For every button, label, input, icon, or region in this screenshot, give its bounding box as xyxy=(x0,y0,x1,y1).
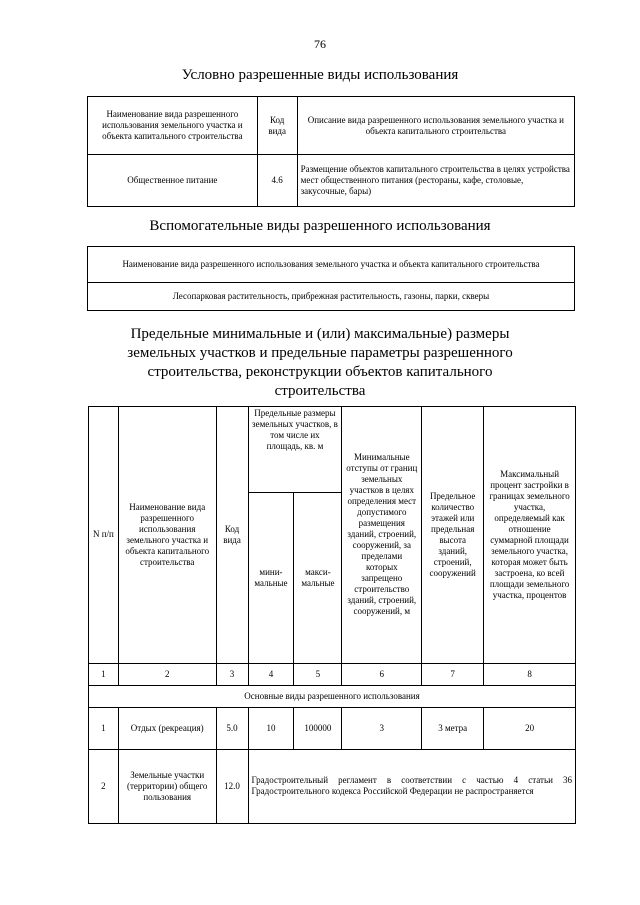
header-sizes: Предельные размеры земельных участков, в том числе их площадь, кв. м xyxy=(248,407,342,493)
header-setback: Минимальные отступы от границ земельных участков в целях определения мест допустимого размещения зданий, строений, сооружений, за пределами которых запрещено строительство зданий, строений, сооружений, м xyxy=(342,407,422,664)
section-title-limits-3: строительства, реконструкции объектов капитального xyxy=(147,364,493,380)
section-title-conditional: Условно разрешенные виды использования xyxy=(181,67,459,83)
header-name: Наименование вида разрешенного использования земельного участка и объекта капитального строительства xyxy=(88,247,575,283)
cell-description: Размещение объектов капитального строительства в целях устройства мест общественного питания (рестораны, кафе, столовые, закусочные, бары) xyxy=(297,155,574,207)
column-number: 6 xyxy=(342,663,422,685)
header-coverage: Максимальный процент застройки в границах земельного участка, определяемый как отношение суммарной площади земельного участка, которая может быть застроена, ко всей площади земельного участка, процентов xyxy=(484,407,576,664)
header-min: мини-мальные xyxy=(248,493,294,663)
header-code: Код вида xyxy=(216,407,248,664)
cell-max: 100000 xyxy=(294,707,342,749)
cell-name: Общественное питание xyxy=(88,155,258,207)
cell-floors: 3 метра xyxy=(422,707,484,749)
header-max: макси-мальные xyxy=(294,493,342,663)
table-row xyxy=(88,155,575,207)
column-number: 3 xyxy=(216,663,248,685)
header-num: N п/п xyxy=(89,407,119,664)
cell-min: 10 xyxy=(248,707,294,749)
cell-name: Земельные участки (территории) общего пользования xyxy=(118,749,216,823)
limits-table xyxy=(88,406,576,824)
column-number: 8 xyxy=(484,663,576,685)
section-title-limits-4: строительства xyxy=(274,383,366,399)
header-floors: Предельное количество этажей или предельная высота зданий, строений, сооружений xyxy=(422,407,484,664)
table-row xyxy=(89,707,576,749)
header-name: Наименование вида разрешенного использования земельного участка и объекта капитального строительства xyxy=(88,97,258,155)
cell-code: 4.6 xyxy=(257,155,297,207)
section-title-auxiliary: Вспомогательные виды разрешенного использования xyxy=(149,218,491,234)
column-number: 7 xyxy=(422,663,484,685)
header-description: Описание вида разрешенного использования земельного участка и объекта капитального строительства xyxy=(297,97,574,155)
header-code: Код вида xyxy=(257,97,297,155)
cell-num: 2 xyxy=(89,749,119,823)
cell-name: Отдых (рекреация) xyxy=(118,707,216,749)
cell-code: 12.0 xyxy=(216,749,248,823)
group-label: Основные виды разрешенного использования xyxy=(89,685,576,707)
cell-regulation: Градостроительный регламент в соответствии с частью 4 статьи 36 Градостроительного кодекса Российской Федерации не распространяется xyxy=(248,749,575,823)
column-number: 5 xyxy=(294,663,342,685)
table-row xyxy=(89,749,576,823)
column-number: 4 xyxy=(248,663,294,685)
column-numbers-row xyxy=(89,663,576,685)
cell-auxiliary-uses: Лесопарковая растительность, прибрежная растительность, газоны, парки, скверы xyxy=(88,283,575,311)
header-name: Наименование вида разрешенного использования земельного участка и объекта капитального строительства xyxy=(118,407,216,664)
section-title-limits-1: Предельные минимальные и (или) максимальные) размеры xyxy=(130,326,510,342)
cell-setback: 3 xyxy=(342,707,422,749)
cell-coverage: 20 xyxy=(484,707,576,749)
column-number: 1 xyxy=(89,663,119,685)
auxiliary-uses-table xyxy=(87,246,575,311)
cell-code: 5.0 xyxy=(216,707,248,749)
group-row xyxy=(89,685,576,707)
section-title-limits-2: земельных участков и предельные параметры разрешенного xyxy=(127,345,513,361)
cell-num: 1 xyxy=(89,707,119,749)
column-number: 2 xyxy=(118,663,216,685)
conditional-uses-table xyxy=(87,96,575,207)
table-row xyxy=(88,283,575,311)
page-number: 76 xyxy=(314,37,326,51)
